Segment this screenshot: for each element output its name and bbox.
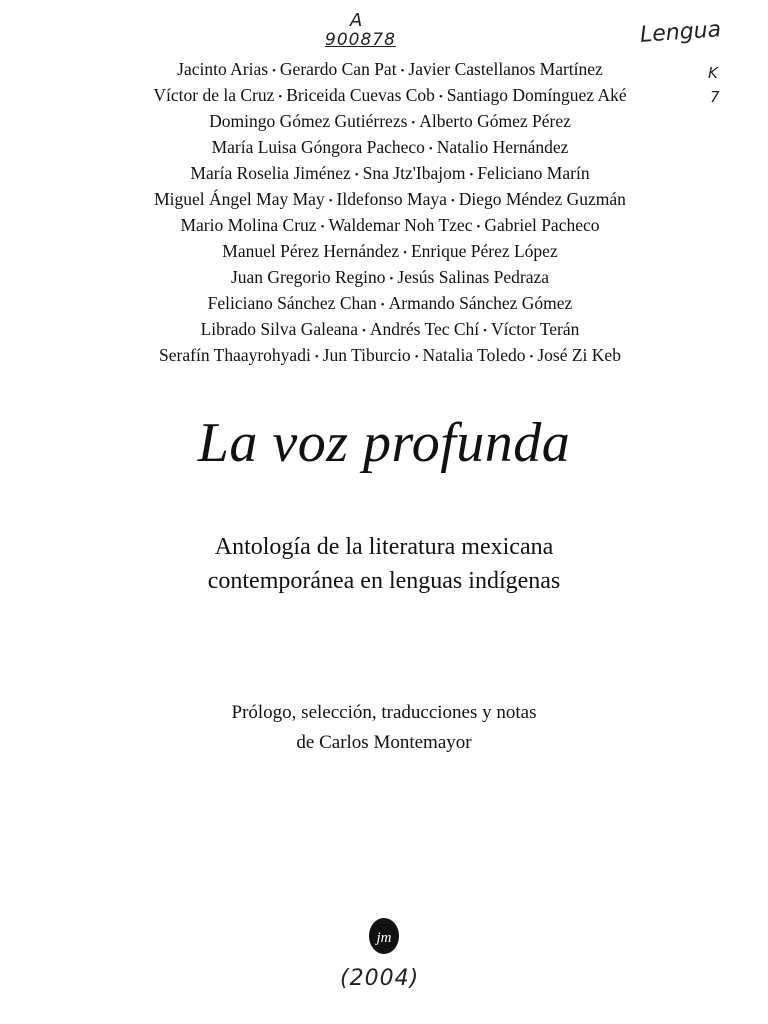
author-separator: • [328,194,333,207]
author-line [60,161,720,187]
author-name: Víctor de la Cruz [153,84,275,105]
author-name: Javier Castellanos Martínez [408,59,603,79]
author-separator: • [428,142,433,155]
author-line [60,265,720,291]
handwritten-accession-letter: A [350,10,363,31]
author-name: Serafín Thaayrohyadi [159,344,311,365]
author-name: Manuel Pérez Hernández [222,240,400,261]
handwritten-year: (2004) [340,966,420,991]
editor-credits [0,698,768,758]
author-name: Armando Sánchez Gómez [388,292,573,313]
authors-list [60,57,720,369]
publisher-logo [366,916,402,960]
author-separator: • [414,350,419,363]
author-name: Feliciano Marín [477,162,590,183]
publisher-logo-text: jm [376,930,392,946]
author-name: Diego Méndez Guzmán [458,188,626,209]
handwritten-accession-number: 900878 [325,30,396,50]
author-name: Waldemar Noh Tzec [328,214,473,235]
author-separator: • [389,272,394,285]
author-name: Jesús Salinas Pedraza [397,266,550,287]
author-name: María Luisa Góngora Pacheco [211,136,425,157]
author-separator: • [278,90,283,103]
author-name: Miguel Ángel May May [154,188,325,209]
author-name: José Zi Keb [537,344,621,365]
author-separator: • [411,116,416,129]
author-separator: • [403,246,407,259]
handwritten-note-k: K [708,64,718,82]
author-name: Ildefonso Maya [336,188,447,209]
author-separator: • [272,64,276,77]
author-separator: • [400,64,405,77]
handwritten-shelf-note: Lengua [639,17,722,48]
author-name: Natalia Toledo [422,344,526,365]
author-line [60,343,720,369]
author-name: Mario Molina Cruz [180,214,317,235]
author-line [60,109,720,135]
author-name: Jun Tiburcio [322,344,411,365]
author-separator: • [483,324,488,337]
credits-line-2: de Carlos Montemayor [296,732,472,753]
author-line [60,135,720,161]
author-line [60,291,720,317]
author-name: Gabriel Pacheco [484,214,600,235]
author-name: Enrique Pérez López [410,240,558,261]
author-line [60,57,720,83]
author-separator: • [476,220,481,233]
author-name: Víctor Terán [491,318,580,339]
book-subtitle [0,530,768,598]
author-separator: • [529,350,534,363]
author-name: Jacinto Arias [177,59,269,79]
author-line [60,213,720,239]
author-separator: • [320,220,325,233]
author-name: Alberto Gómez Pérez [419,110,571,131]
author-separator: • [362,324,366,337]
author-name: Sna Jtz'Ibajom [362,162,466,183]
author-line [60,317,720,343]
author-name: Domingo Gómez Gutiérrezs [209,110,408,131]
author-name: Andrés Tec Chí [369,318,480,339]
author-separator: • [450,194,455,207]
author-name: Gerardo Can Pat [279,59,397,79]
author-line [60,239,720,265]
author-name: Juan Gregorio Regino [230,266,386,287]
subtitle-line-2: contemporánea en lenguas indígenas [207,568,561,594]
author-separator: • [469,168,474,181]
author-separator: • [438,90,443,103]
author-name: Feliciano Sánchez Chan [207,292,377,313]
author-name: Briceida Cuevas Cob [286,84,435,105]
credits-line-1: Prólogo, selección, traducciones y notas [231,702,537,723]
subtitle-line-1: Antología de la literatura mexicana [214,534,554,560]
book-title: La voz profunda [197,412,571,474]
author-separator: • [354,168,359,181]
author-separator: • [380,298,385,311]
author-name: Natalio Hernández [436,136,569,157]
author-name: Santiago Domínguez Aké [446,84,627,105]
handwritten-note-7: 7 [710,88,720,106]
author-line [60,83,720,109]
author-name: Librado Silva Galeana [200,318,359,339]
author-name: María Roselia Jiménez [190,162,351,183]
author-separator: • [314,350,319,363]
author-line [60,187,720,213]
